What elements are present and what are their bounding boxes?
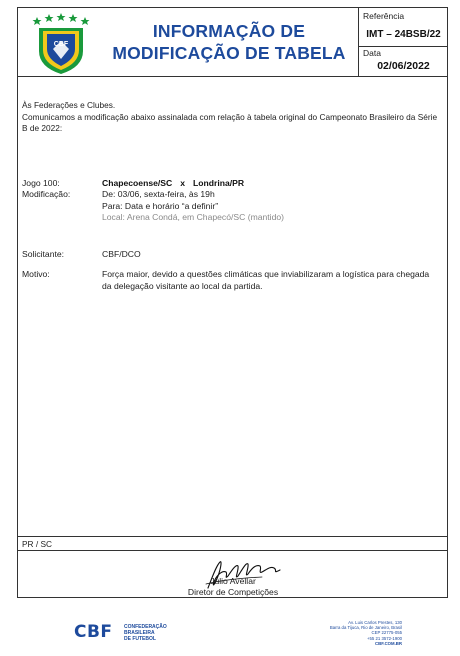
date-label: Data: [363, 48, 381, 58]
svg-text:CBF: CBF: [53, 41, 69, 48]
modification-to: Para: Data e horário “a definir”: [102, 200, 219, 211]
modification-from: De: 03/06, sexta-feira, às 19h: [102, 189, 215, 199]
intro-paragraph: [22, 100, 442, 135]
address-line-1: Av. Luis Carlos Prestes, 130: [348, 620, 402, 625]
brand-name-line-1: CONFEDERAÇÃO: [124, 624, 167, 630]
brand-name-line-3: DE FUTEBOL: [124, 636, 156, 642]
reference-label: Referência: [363, 11, 405, 21]
footer-address: [300, 620, 402, 646]
game-matchup: [102, 178, 437, 190]
address-line-2: Barra da Tijuca, Rio de Janeiro, Brasil: [329, 625, 402, 631]
away-team: Londrina/PR: [193, 178, 245, 188]
versus-separator: x: [180, 178, 185, 188]
modification-label: Modificação:: [22, 189, 71, 199]
modification-location: Local: Arena Condá, em Chapecó/SC (mantido): [102, 212, 284, 222]
signer-name: Julio Avellar: [210, 576, 256, 586]
footer-divider-bottom: [18, 550, 447, 551]
reason-value: Força maior, devido a questões climáticas que inviabilizaram a logística para chegada da delegação visitante ao local da partida.: [102, 269, 430, 291]
home-team: Chapecoense/SC: [102, 178, 173, 188]
signer-role: Diretor de Competições: [187, 587, 279, 597]
intro-line-2: Comunicamos a modificação abaixo assinalada com relação à tabela original do Campeonato Brasileiro da Série B de 2022:: [22, 111, 438, 133]
requester-label: Solicitante:: [22, 249, 65, 259]
game-label: Jogo 100:: [22, 178, 60, 188]
requester-value: CBF/DCO: [102, 249, 141, 259]
intro-line-1: Às Federações e Clubes.: [22, 100, 116, 110]
document-title: [98, 20, 360, 64]
title-line-1: INFORMAÇÃO DE: [152, 21, 306, 41]
brand-name-line-2: BRASILEIRA: [124, 630, 155, 636]
title-line-2: MODIFICAÇÃO DE TABELA: [112, 43, 346, 63]
footer-divider-top: [18, 536, 447, 537]
reference-divider: [359, 46, 448, 47]
footer-brand: [74, 622, 184, 644]
cbf-crest-logo: [31, 13, 91, 75]
modification-details: [102, 189, 437, 224]
document-frame: [17, 7, 448, 598]
document-header: [18, 8, 447, 77]
address-website: CBF.COM.BR: [375, 640, 402, 646]
reason-label: Motivo:: [22, 269, 50, 279]
footer-code: PR / SC: [22, 539, 52, 549]
brand-name: [124, 624, 184, 642]
address-line-3: CEP 22775-055: [371, 630, 402, 636]
date-value: 02/06/2022: [377, 60, 430, 72]
address-line-4: +55 21 3572-1900: [366, 635, 402, 641]
reference-box: [358, 8, 447, 77]
reference-value: IMT – 24BSB/22: [366, 29, 441, 40]
brand-short: CBF: [74, 622, 113, 642]
